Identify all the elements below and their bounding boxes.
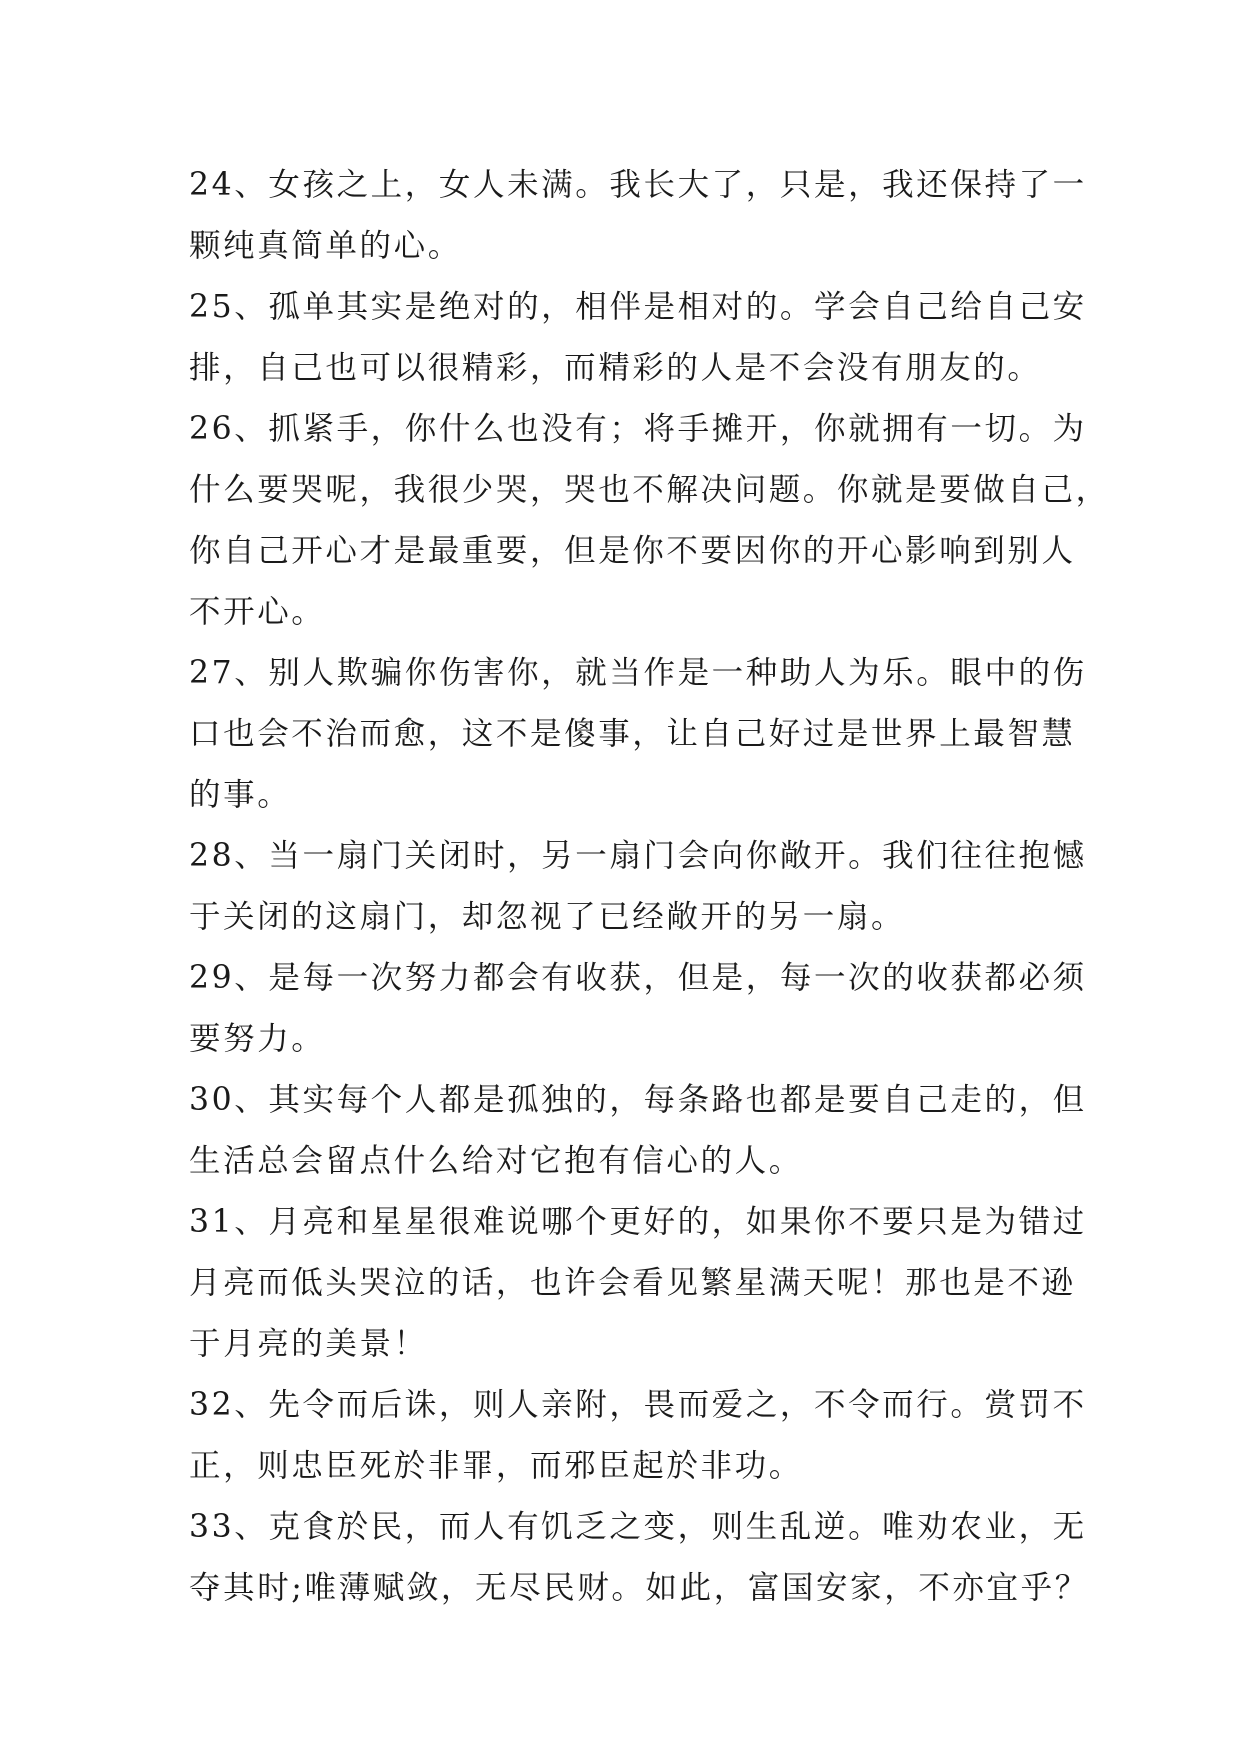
paragraph bbox=[189, 1497, 1089, 1619]
text-line: 夺其时;唯薄赋敛，无尽民财。如此，富国安家，不亦宜乎？ bbox=[189, 1570, 1089, 1606]
text-line: 33、克食於民，而人有饥乏之变，则生乱逆。唯劝农业，无 bbox=[189, 1509, 1087, 1545]
text-line: 28、当一扇门关闭时，另一扇门会向你敞开。我们往往抱憾 bbox=[189, 838, 1087, 874]
text-line: 29、是每一次努力都会有收获，但是，每一次的收获都必须 bbox=[189, 960, 1087, 996]
text-line: 月亮而低头哭泣的话，也许会看见繁星满天呢！那也是不逊 bbox=[189, 1265, 1076, 1301]
paragraph bbox=[189, 1375, 1087, 1497]
document-body bbox=[189, 155, 1110, 1619]
text-line: 要努力。 bbox=[189, 1021, 326, 1057]
paragraph bbox=[189, 826, 1087, 948]
paragraph bbox=[189, 1070, 1087, 1192]
text-line: 你自己开心才是最重要，但是你不要因你的开心影响到别人 bbox=[189, 533, 1076, 569]
text-line: 颗纯真简单的心。 bbox=[189, 228, 462, 264]
text-line: 于关闭的这扇门，却忽视了已经敞开的另一扇。 bbox=[189, 899, 906, 935]
text-line: 什么要哭呢，我很少哭，哭也不解决问题。你就是要做自己， bbox=[189, 472, 1110, 508]
paragraph bbox=[189, 277, 1087, 399]
text-line: 不开心。 bbox=[189, 594, 326, 630]
paragraph bbox=[189, 643, 1087, 826]
text-line: 生活总会留点什么给对它抱有信心的人。 bbox=[189, 1143, 803, 1179]
paragraph bbox=[189, 948, 1087, 1070]
paragraph bbox=[189, 155, 1087, 277]
text-line: 27、别人欺骗你伤害你，就当作是一种助人为乐。眼中的伤 bbox=[189, 655, 1087, 691]
text-line: 26、抓紧手，你什么也没有；将手摊开，你就拥有一切。为 bbox=[189, 411, 1087, 447]
text-line: 24、女孩之上，女人未满。我长大了，只是，我还保持了一 bbox=[189, 167, 1087, 203]
text-line: 31、月亮和星星很难说哪个更好的，如果你不要只是为错过 bbox=[189, 1204, 1087, 1240]
text-line: 排，自己也可以很精彩，而精彩的人是不会没有朋友的。 bbox=[189, 350, 1042, 386]
text-line: 25、孤单其实是绝对的，相伴是相对的。学会自己给自己安 bbox=[189, 289, 1087, 325]
text-line: 30、其实每个人都是孤独的，每条路也都是要自己走的，但 bbox=[189, 1082, 1087, 1118]
text-line: 正，则忠臣死於非罪，而邪臣起於非功。 bbox=[189, 1448, 803, 1484]
text-line: 口也会不治而愈，这不是傻事，让自己好过是世界上最智慧 bbox=[189, 716, 1076, 752]
text-line: 32、先令而后诛，则人亲附，畏而爱之，不令而行。赏罚不 bbox=[189, 1387, 1087, 1423]
text-line: 的事。 bbox=[189, 777, 292, 813]
paragraph bbox=[189, 399, 1110, 643]
paragraph bbox=[189, 1192, 1087, 1375]
text-line: 于月亮的美景！ bbox=[189, 1326, 428, 1362]
